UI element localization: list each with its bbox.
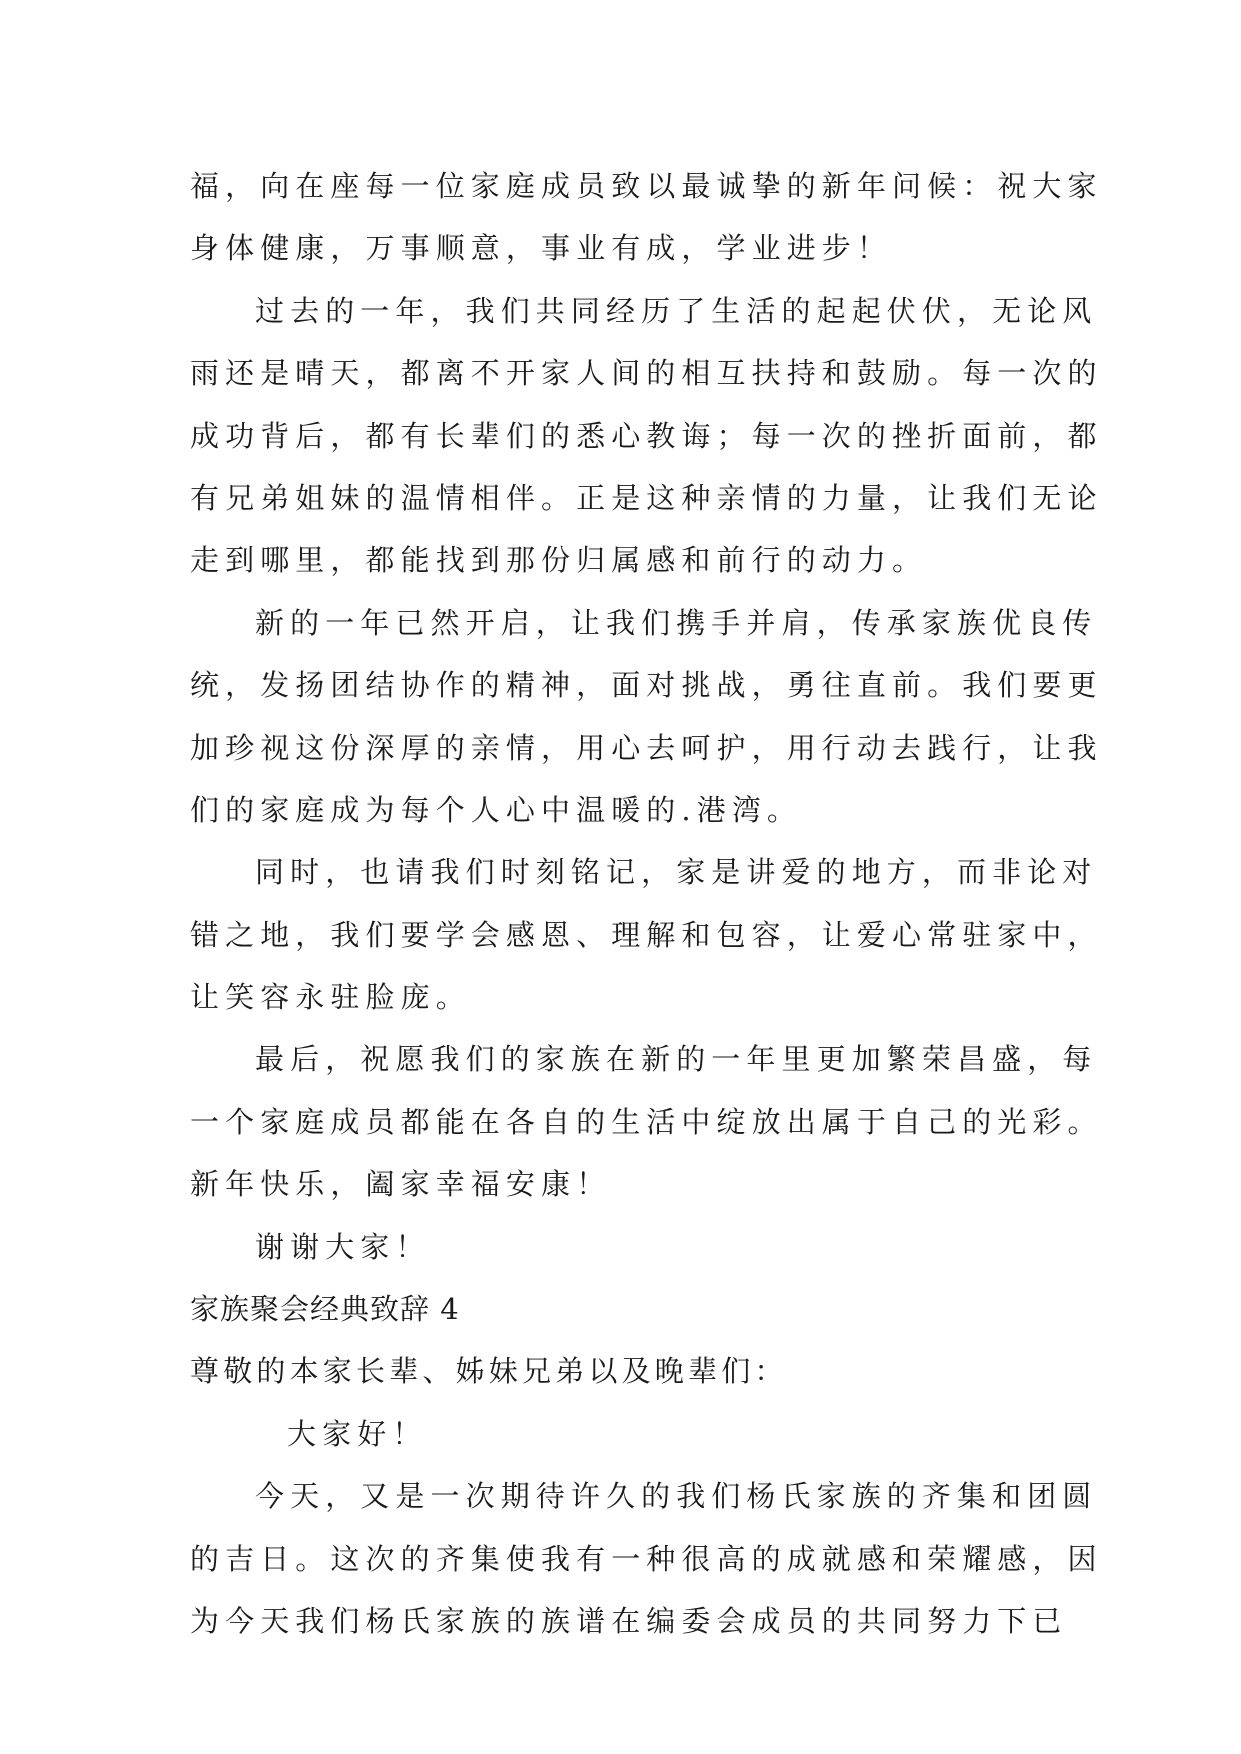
text-line: 雨还是晴天，都离不开家人间的相互扶持和鼓励。每一次的 — [190, 356, 1103, 391]
greeting-line: 大家好！ — [287, 1416, 428, 1451]
text-line: 的吉日。这次的齐集使我有一种很高的成就感和荣耀感，因 — [190, 1541, 1103, 1576]
text-line: 让笑容永驻脸庞。 — [190, 980, 471, 1015]
text-line: 走到哪里，都能找到那份归属感和前行的动力。 — [190, 543, 928, 578]
text-line: 统，发扬团结协作的精神，面对挑战，勇往直前。我们要更 — [190, 668, 1103, 703]
text-line: 身体健康，万事顺意，事业有成，学业进步！ — [190, 231, 893, 266]
text-line: 错之地，我们要学会感恩、理解和包容，让爱心常驻家中， — [190, 917, 1103, 952]
text-line: 有兄弟姐妹的温情相伴。正是这种亲情的力量，让我们无论 — [190, 480, 1103, 515]
section-heading: 家族聚会经典致辞 4 — [190, 1292, 460, 1327]
text-line: 今天，又是一次期待许久的我们杨氏家族的齐集和团圆 — [255, 1479, 1098, 1514]
text-line: 新年快乐，阖家幸福安康！ — [190, 1167, 612, 1202]
text-line: 一个家庭成员都能在各自的生活中绽放出属于自己的光彩。 — [190, 1104, 1103, 1139]
text-line: 福，向在座每一位家庭成员致以最诚挚的新年问候：祝大家 — [190, 169, 1103, 203]
document-body — [190, 155, 1103, 1652]
text-line: 谢谢大家！ — [255, 1229, 431, 1264]
text-line: 过去的一年，我们共同经历了生活的起起伏伏，无论风 — [255, 293, 1098, 328]
text-line: 为今天我们杨氏家族的族谱在编委会成员的共同努力下已 — [190, 1603, 1068, 1638]
salutation-line: 尊敬的本家长辈、姊妹兄弟以及晚辈们： — [190, 1354, 788, 1389]
text-line: 同时，也请我们时刻铭记，家是讲爱的地方，而非论对 — [255, 855, 1098, 890]
text-line: 加珍视这份深厚的亲情，用心去呵护，用行动去践行，让我 — [190, 730, 1103, 765]
text-line: 成功背后，都有长辈们的悉心教诲；每一次的挫折面前，都 — [190, 418, 1103, 453]
text-line: 最后，祝愿我们的家族在新的一年里更加繁荣昌盛，每 — [255, 1042, 1098, 1077]
text-line: 新的一年已然开启，让我们携手并肩，传承家族优良传 — [255, 605, 1098, 640]
text-line: 们的家庭成为每个人心中温暖的.港湾。 — [190, 792, 803, 827]
